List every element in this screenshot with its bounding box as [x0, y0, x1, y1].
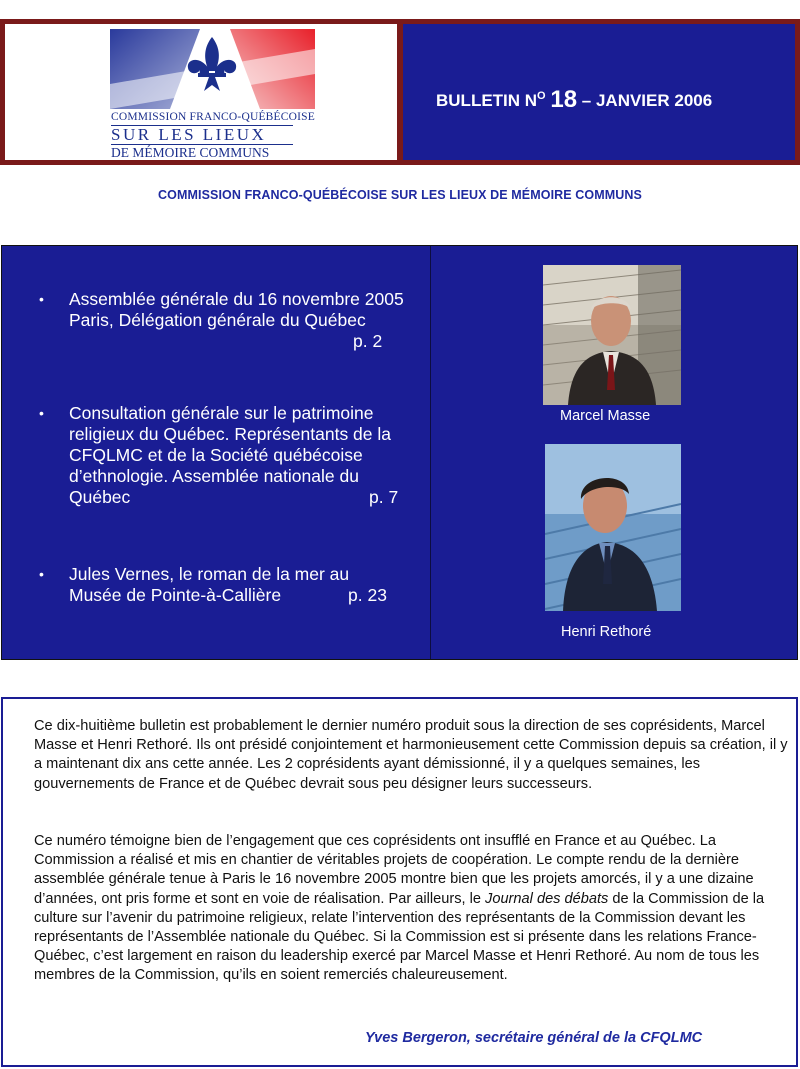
- logo-line-2: SUR LES LIEUX: [111, 125, 267, 144]
- toc-item-page: p. 23: [348, 585, 387, 605]
- bulletin-title: [436, 86, 712, 114]
- header-band: [0, 19, 800, 165]
- photo-henri-rethore: [545, 444, 681, 611]
- toc-item-text: Assemblée générale du 16 novembre 2005 Paris, Délégation générale du Québec: [69, 289, 404, 330]
- bullet-icon: •: [39, 566, 44, 582]
- photo-caption: Henri Rethoré: [561, 624, 652, 640]
- editorial-paragraph-1: Ce dix-huitième bulletin est probablement le dernier numéro produit sous la direction de ses coprésidents, Marcel Masse et Henri Rethoré. Ils ont présidé conjointement et harmonieusement cette Commission depuis sa création, il y a maintenant dix ans cette année. Les 2 coprésidents ayant démissionné, il y a quelques semaines, les gouvernements de France et de Québec devrait sous peu désigner leurs successeurs.: [34, 718, 788, 792]
- fleur-de-lis-logo-icon: [110, 29, 315, 109]
- toc-item-page: p. 7: [369, 487, 399, 507]
- toc-item-text: Consultation générale sur le patrimoine religieux du Québec. Représentants de la CFQLMC et de la Société québécoise d’ethnologie. Assemblée nationale du Québec: [69, 403, 392, 507]
- bulletin-date: – JANVIER 2006: [581, 91, 713, 110]
- editorial-italic-text: Journal des débats: [485, 890, 609, 907]
- logo-line-1: COMMISSION FRANCO-QUÉBÉCOISE: [111, 111, 315, 123]
- editorial-text: de la Commission de la culture sur l’avenir du patrimoine religieux, relate l’intervention des représentants de la Commission devant les représentants de l’Assemblée nationale du Québec. Si la Commission est si présente dans les relations France-Québec, c’est largement en raison du leadership exercé par Marcel Masse et Henri Rethoré. Au nom de tous les membres de la Commission, qu’ils en soient remerciés chaleureusement.: [34, 890, 765, 984]
- portrait-image-icon: [545, 444, 681, 611]
- editorial-paragraph-2: [34, 832, 799, 986]
- photo-marcel-masse: [543, 265, 681, 405]
- bullet-icon: •: [39, 291, 44, 307]
- logo-panel: [5, 24, 397, 160]
- editorial-text: Ce numéro témoigne bien de l’engagement que ces coprésidents ont insufflé en France et au Québec. La Commission a réalisé et mis en chantier de véritables projets de coopération. Le compte rendu de la dernière assemblée générale tenue à Paris le 16 novembre 2005 montre bien que les projets amorcés, il y a une dizaine d’années, ont pris forme et sont en voie de réalisation. Par ailleurs, le: [34, 833, 754, 907]
- editorial-signature: Yves Bergeron, secrétaire général de la CFQLMC: [365, 1030, 703, 1046]
- photo-caption: Marcel Masse: [560, 408, 651, 424]
- page-subtitle: COMMISSION FRANCO-QUÉBÉCOISE SUR LES LIEUX DE MÉMOIRE COMMUNS: [158, 188, 642, 202]
- bulletin-prefix: BULLETIN N: [436, 91, 538, 110]
- editorial-panel: [1, 697, 798, 1067]
- bulletin-number-sign: O: [537, 90, 546, 102]
- bulletin-panel: [403, 24, 795, 160]
- toc-item-page: p. 2: [353, 331, 383, 351]
- bullet-icon: •: [39, 405, 44, 421]
- contents-panel: [1, 245, 798, 660]
- toc-item-text: Jules Vernes, le roman de la mer au Musée de Pointe-à-Callière: [69, 564, 350, 605]
- portrait-image-icon: [543, 265, 681, 405]
- contents-divider: [430, 246, 431, 659]
- logo-line-3: DE MÉMOIRE COMMUNS: [111, 145, 270, 160]
- bulletin-number: 18: [550, 86, 578, 113]
